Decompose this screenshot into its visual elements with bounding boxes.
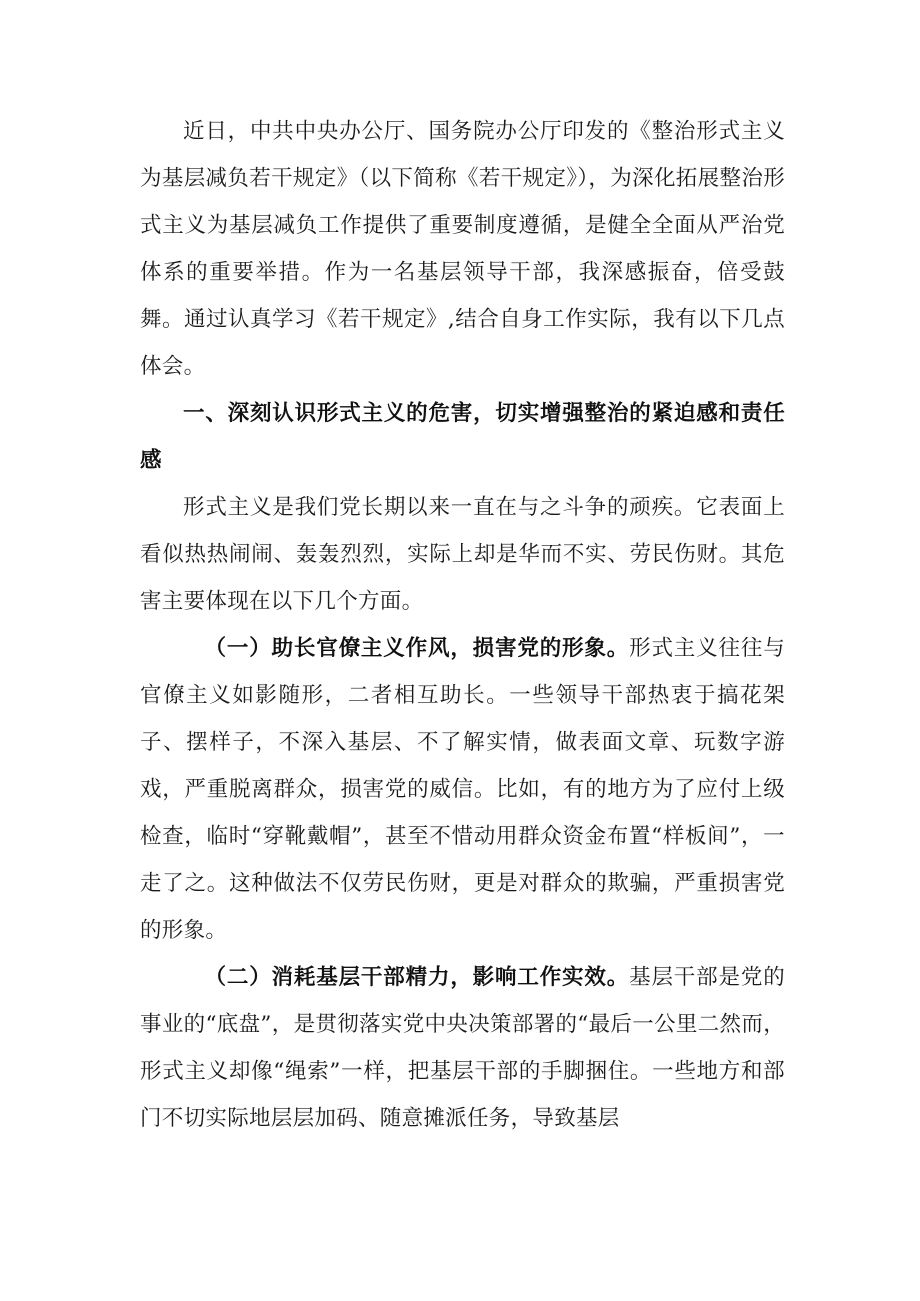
point-2-lead: （二）消耗基层干部精力，影响工作实效。 (204, 965, 630, 990)
section-1-paragraph: 形式主义是我们党长期以来一直在与之斗争的顽疾。它表面上看似热热闹闹、轰轰烈烈，实际上却是华而不实、劳民伤财。其危害主要体现在以下几个方面。 (140, 495, 785, 614)
point-2-paragraph (140, 954, 785, 1142)
section-heading-1: 一、深刻认识形式主义的危害，切实增强整治的紧迫感和责任感 (140, 401, 785, 473)
point-1-lead: （一）助长官僚主义作风，损害党的形象。 (204, 636, 630, 661)
intro-paragraph: 近日，中共中央办公厅、国务院办公厅印发的《整治形式主义为基层减负若干规定》（以下简称《若干规定》），为深化拓展整治形式主义为基层减负工作提供了重要制度遵循，是健全全面从严治党体系的重要举措。作为一名基层领导干部，我深感振奋，倍受鼓舞。通过认真学习《若干规定》,结合自身工作实际，我有以下几点体会。 (140, 119, 785, 379)
point-1-body: 形式主义往往与官僚主义如影随形，二者相互助长。一些领导干部热衷于搞花架子、摆样子，不深入基层、不了解实情，做表面文章、玩数字游戏，严重脱离群众，损害党的威信。比如，有的地方为了应付上级检查，临时“穿靴戴帽”，甚至不惜动用群众资金布置“样板间”，一走了之。这种做法不仅劳民伤财，更是对群众的欺骗，严重损害党的形象。 (140, 636, 785, 943)
document-body (140, 108, 785, 1142)
point-2-body: 基层干部是党的事业的“底盘”，是贯彻落实党中央决策部署的“最后一公里二然而，形式主义却像“绳索”一样，把基层干部的手脚捆住。一些地方和部门不切实际地层层加码、随意摊派任务，导致基层 (140, 965, 785, 1131)
point-1-paragraph (140, 625, 785, 954)
